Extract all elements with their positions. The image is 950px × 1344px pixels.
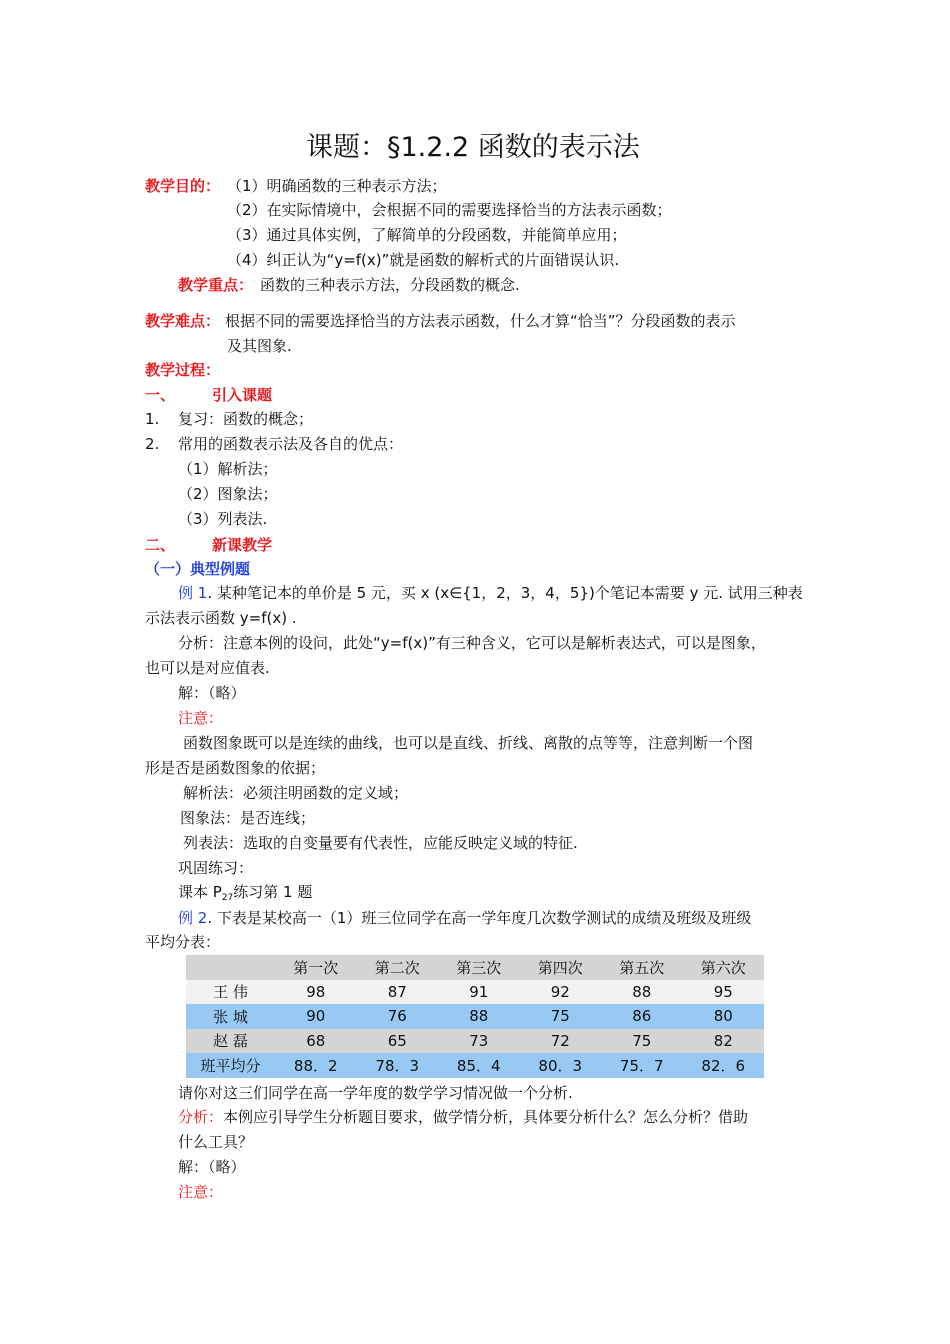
key-points-text: 函数的三种表示方法，分段函数的概念.: [260, 276, 520, 294]
table-cell: 87: [357, 980, 439, 1005]
table-cell: 90: [275, 1004, 357, 1029]
table-cell: 98: [275, 980, 357, 1005]
note-text: 图象法：是否连线；: [180, 809, 316, 827]
table-header-cell: 第五次: [601, 955, 683, 980]
key-points-label: 教学重点：: [178, 276, 254, 294]
note-label: 注意：: [178, 709, 224, 727]
example-2-question: 请你对这三们同学在高一学年度的数学学习情况做一个分析.: [178, 1084, 573, 1102]
table-cell: 82: [683, 1029, 765, 1054]
table-cell: 65: [357, 1029, 439, 1054]
example-2-solution: 解：（略）: [178, 1158, 246, 1176]
table-cell: 班平均分: [186, 1053, 275, 1078]
list-number: 1.: [145, 410, 160, 428]
table-row: [186, 1029, 764, 1054]
table-cell: 85．4: [438, 1053, 520, 1078]
difficulties-label: 教学难点：: [145, 312, 221, 330]
example-1-line: [178, 582, 803, 604]
table-cell: 68: [275, 1029, 357, 1054]
table-header-cell: 第三次: [438, 955, 520, 980]
table-cell: 82．6: [683, 1053, 765, 1078]
table-cell: 88: [438, 1004, 520, 1029]
table-row: [186, 980, 764, 1005]
example-1-text: . 某种笔记本的单价是 5 元，买 x (x∈{1，2，3，4，5})个笔记本需要 y 元. 试用三种表: [207, 584, 803, 602]
table-cell: 95: [683, 980, 765, 1005]
section-number: 一、: [145, 386, 176, 404]
subsection-heading: （一）典型例题: [145, 560, 251, 578]
table-header-cell: 第六次: [683, 955, 765, 980]
table-cell: 75: [520, 1004, 602, 1029]
table-header-row: [186, 955, 764, 980]
table-cell: 75．7: [601, 1053, 683, 1078]
table-header-cell: 第一次: [275, 955, 357, 980]
objectives-label: 教学目的：: [145, 177, 221, 195]
method-item: （1）解析法；: [178, 460, 278, 478]
table-cell: 72: [520, 1029, 602, 1054]
table-cell: 78．3: [357, 1053, 439, 1078]
table-cell: 80．3: [520, 1053, 602, 1078]
table-cell: 73: [438, 1029, 520, 1054]
note-text: 解析法：必须注明函数的定义域；: [183, 784, 409, 802]
example-2-text: 平均分表：: [145, 933, 221, 951]
table-cell: 王 伟: [186, 980, 275, 1005]
note-label: 注意：: [178, 1183, 224, 1201]
method-item: （2）图象法；: [178, 485, 278, 503]
table-cell: 88．2: [275, 1053, 357, 1078]
analysis-label: 分析：: [178, 1108, 224, 1126]
objective-item: （2）在实际情境中，会根据不同的需要选择恰当的方法表示函数；: [227, 201, 672, 219]
page-title: 课题：§1.2.2 函数的表示法: [306, 132, 640, 163]
example-2-label: 例 2: [178, 909, 208, 927]
table-cell: 88: [601, 980, 683, 1005]
note-text: 函数图象既可以是连续的曲线，也可以是直线、折线、离散的点等等，注意判断一个图: [183, 734, 754, 752]
score-table: [186, 955, 764, 1078]
section-heading: 引入课题: [212, 386, 273, 404]
table-cell: 张 城: [186, 1004, 275, 1029]
difficulties-text: 根据不同的需要选择恰当的方法表示函数，什么才算“恰当”？分段函数的表示: [225, 312, 736, 330]
note-text: 列表法：选取的自变量要有代表性，应能反映定义域的特征.: [183, 834, 578, 852]
example-1-analysis: 也可以是对应值表.: [145, 659, 270, 677]
example-2-line: [178, 907, 751, 929]
section-number: 二、: [145, 536, 176, 554]
objective-item: （3）通过具体实例，了解简单的分段函数，并能简单应用；: [227, 226, 627, 244]
objective-item: （1）明确函数的三种表示方法；: [227, 177, 447, 195]
table-cell: 92: [520, 980, 602, 1005]
list-number: 2.: [145, 435, 160, 453]
list-item: 复习：函数的概念；: [178, 410, 314, 428]
process-label: 教学过程：: [145, 361, 221, 379]
example-2-text: . 下表是某校高一（1）班三位同学在高一学年度几次数学测试的成绩及班级及班级: [207, 909, 752, 927]
example-1-label: 例 1: [178, 584, 208, 602]
difficulties-text: 及其图象.: [227, 337, 292, 355]
practice-text: 课本 $P_{27}$练习第 1 题: [178, 883, 313, 903]
table-cell: 86: [601, 1004, 683, 1029]
table-cell: 赵 磊: [186, 1029, 275, 1054]
example-1-text: 示法表示函数 y=f(x) .: [145, 609, 297, 627]
table-header-cell: 第四次: [520, 955, 602, 980]
table-cell: 91: [438, 980, 520, 1005]
example-1-solution: 解：（略）: [178, 684, 246, 702]
table-cell: 80: [683, 1004, 765, 1029]
example-1-analysis: 分析：注意本例的设问，此处“y=f(x)”有三种含义，它可以是解析表达式，可以是图象，: [178, 634, 766, 652]
table-row: [186, 1053, 764, 1078]
list-item: 常用的函数表示法及各自的优点：: [178, 435, 404, 453]
table-cell: 75: [601, 1029, 683, 1054]
method-item: （3）列表法.: [178, 510, 268, 528]
section-heading: 新课教学: [212, 536, 273, 554]
note-text: 形是否是函数图象的依据；: [145, 759, 326, 777]
table-cell: 76: [357, 1004, 439, 1029]
table-header-cell: 第二次: [357, 955, 439, 980]
objective-item: （4）纠正认为“y=f(x)”就是函数的解析式的片面错误认识.: [227, 251, 620, 269]
example-2-analysis: 什么工具？: [178, 1133, 254, 1151]
example-2-analysis: 分析：本例应引导学生分析题目要求，做学情分析，具体要分析什么？怎么分析？借助: [178, 1108, 749, 1126]
table-header-cell: [186, 955, 275, 980]
practice-label: 巩固练习：: [178, 859, 254, 877]
table-row: [186, 1004, 764, 1029]
